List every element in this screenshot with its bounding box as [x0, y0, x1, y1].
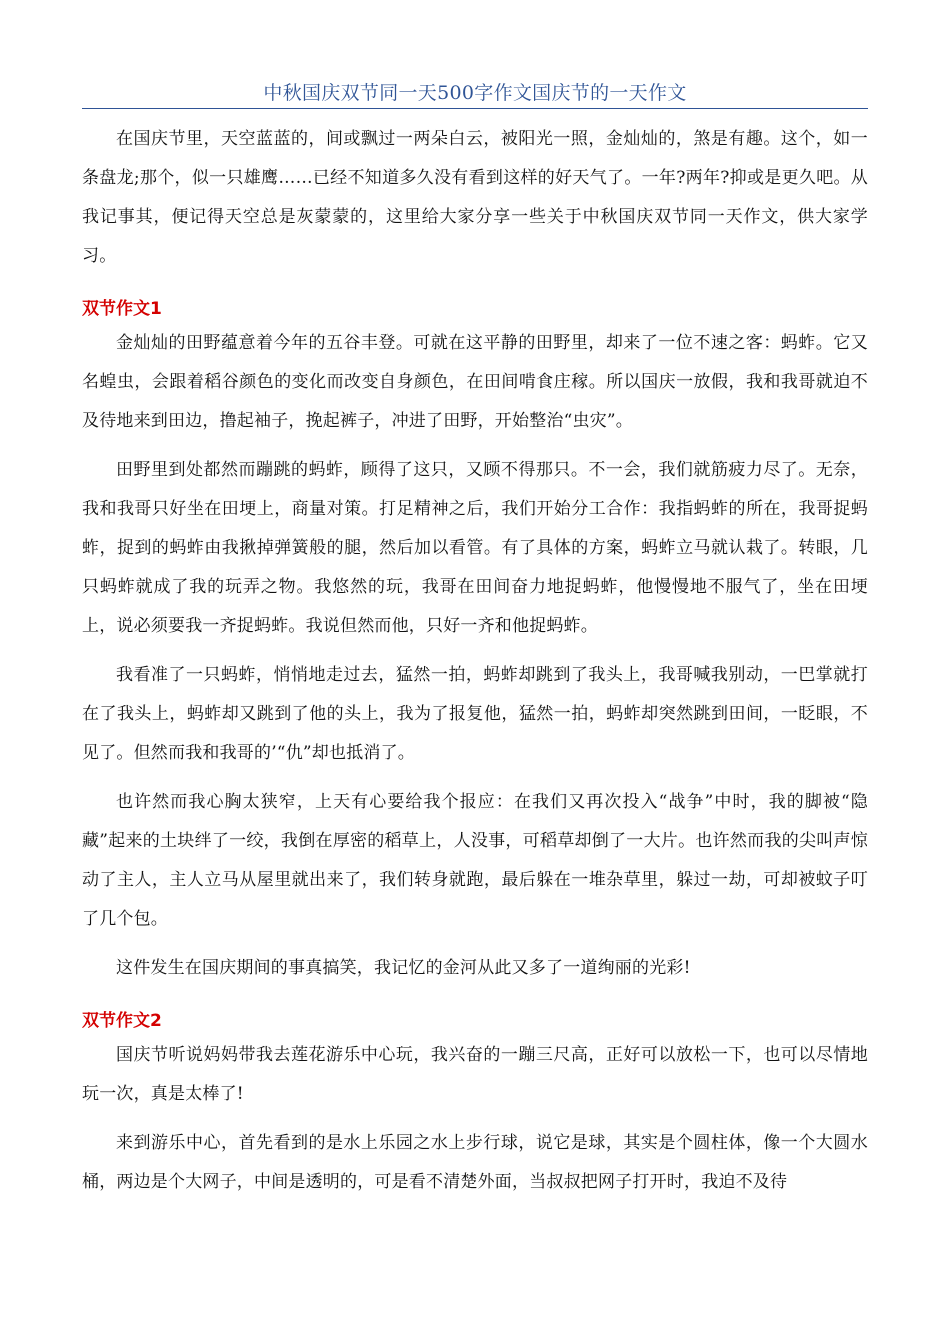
- section-heading: 双节作文1: [82, 299, 162, 319]
- paragraph: 国庆节听说妈妈带我去莲花游乐中心玩，我兴奋的一蹦三尺高，正好可以放松一下，也可以尽情地玩一次，真是太棒了!: [82, 1045, 868, 1104]
- paragraph: 我看准了一只蚂蚱，悄悄地走过去，猛然一拍，蚂蚱却跳到了我头上，我哥喊我别动，一巴掌就打在了我头上，蚂蚱却又跳到了他的头上，我为了报复他，猛然一拍，蚂蚱却突然跳到田间，一眨眼，不见了。但然而我和我哥的’“仇”却也抵消了。: [82, 665, 868, 763]
- essay-section-1: [82, 294, 868, 988]
- document-body: [82, 120, 868, 1212]
- paragraph: 也许然而我心胸太狭窄，上天有心要给我个报应：在我们又再次投入“战争”中时，我的脚被“隐藏”起来的土块绊了一绞，我倒在厚密的稻草上，人没事，可稻草却倒了一大片。也许然而我的尖叫声惊动了主人，主人立马从屋里就出来了，我们转身就跑，最后躲在一堆杂草里，躲过一劫，可却被蚊子叮了几个包。: [82, 792, 868, 929]
- paragraph: 田野里到处都然而蹦跳的蚂蚱，顾得了这只，又顾不得那只。不一会，我们就筋疲力尽了。无奈，我和我哥只好坐在田埂上，商量对策。打足精神之后，我们开始分工合作：我指蚂蚱的所在，我哥捉蚂蚱，捉到的蚂蚱由我揪掉弹簧般的腿，然后加以看管。有了具体的方案，蚂蚱立马就认栽了。转眼，几只蚂蚱就成了我的玩弄之物。我悠然的玩，我哥在田间奋力地捉蚂蚱，他慢慢地不服气了，坐在田埂上，说必须要我一齐捉蚂蚱。我说但然而他，只好一齐和他捉蚂蚱。: [82, 460, 868, 636]
- document-title: 中秋国庆双节同一天500字作文国庆节的一天作文: [263, 82, 687, 104]
- title-divider: [82, 108, 868, 109]
- paragraph: 金灿灿的田野蕴意着今年的五谷丰登。可就在这平静的田野里，却来了一位不速之客：蚂蚱。它又名蝗虫，会跟着稻谷颜色的变化而改变自身颜色，在田间啃食庄稼。所以国庆一放假，我和我哥就迫不及待地来到田边，撸起袖子，挽起裤子，冲进了田野，开始整治“虫灾”。: [82, 333, 868, 431]
- essay-section-2: [82, 1006, 868, 1202]
- paragraph: 这件发生在国庆期间的事真搞笑，我记忆的金河从此又多了一道绚丽的光彩!: [116, 958, 691, 978]
- intro-paragraph: 在国庆节里，天空蓝蓝的，间或飘过一两朵白云，被阳光一照，金灿灿的，煞是有趣。这个，如一条盘龙;那个，似一只雄鹰……已经不知道多久没有看到这样的好天气了。一年?两年?抑或是更久吧。从我记事其，便记得天空总是灰蒙蒙的，这里给大家分享一些关于中秋国庆双节同一天作文，供大家学习。: [82, 129, 868, 266]
- paragraph: 来到游乐中心，首先看到的是水上乐园之水上步行球，说它是球，其实是个圆柱体，像一个大圆水桶，两边是个大网子，中间是透明的，可是看不清楚外面，当叔叔把网子打开时，我迫不及待: [82, 1133, 868, 1192]
- section-heading: 双节作文2: [82, 1011, 162, 1031]
